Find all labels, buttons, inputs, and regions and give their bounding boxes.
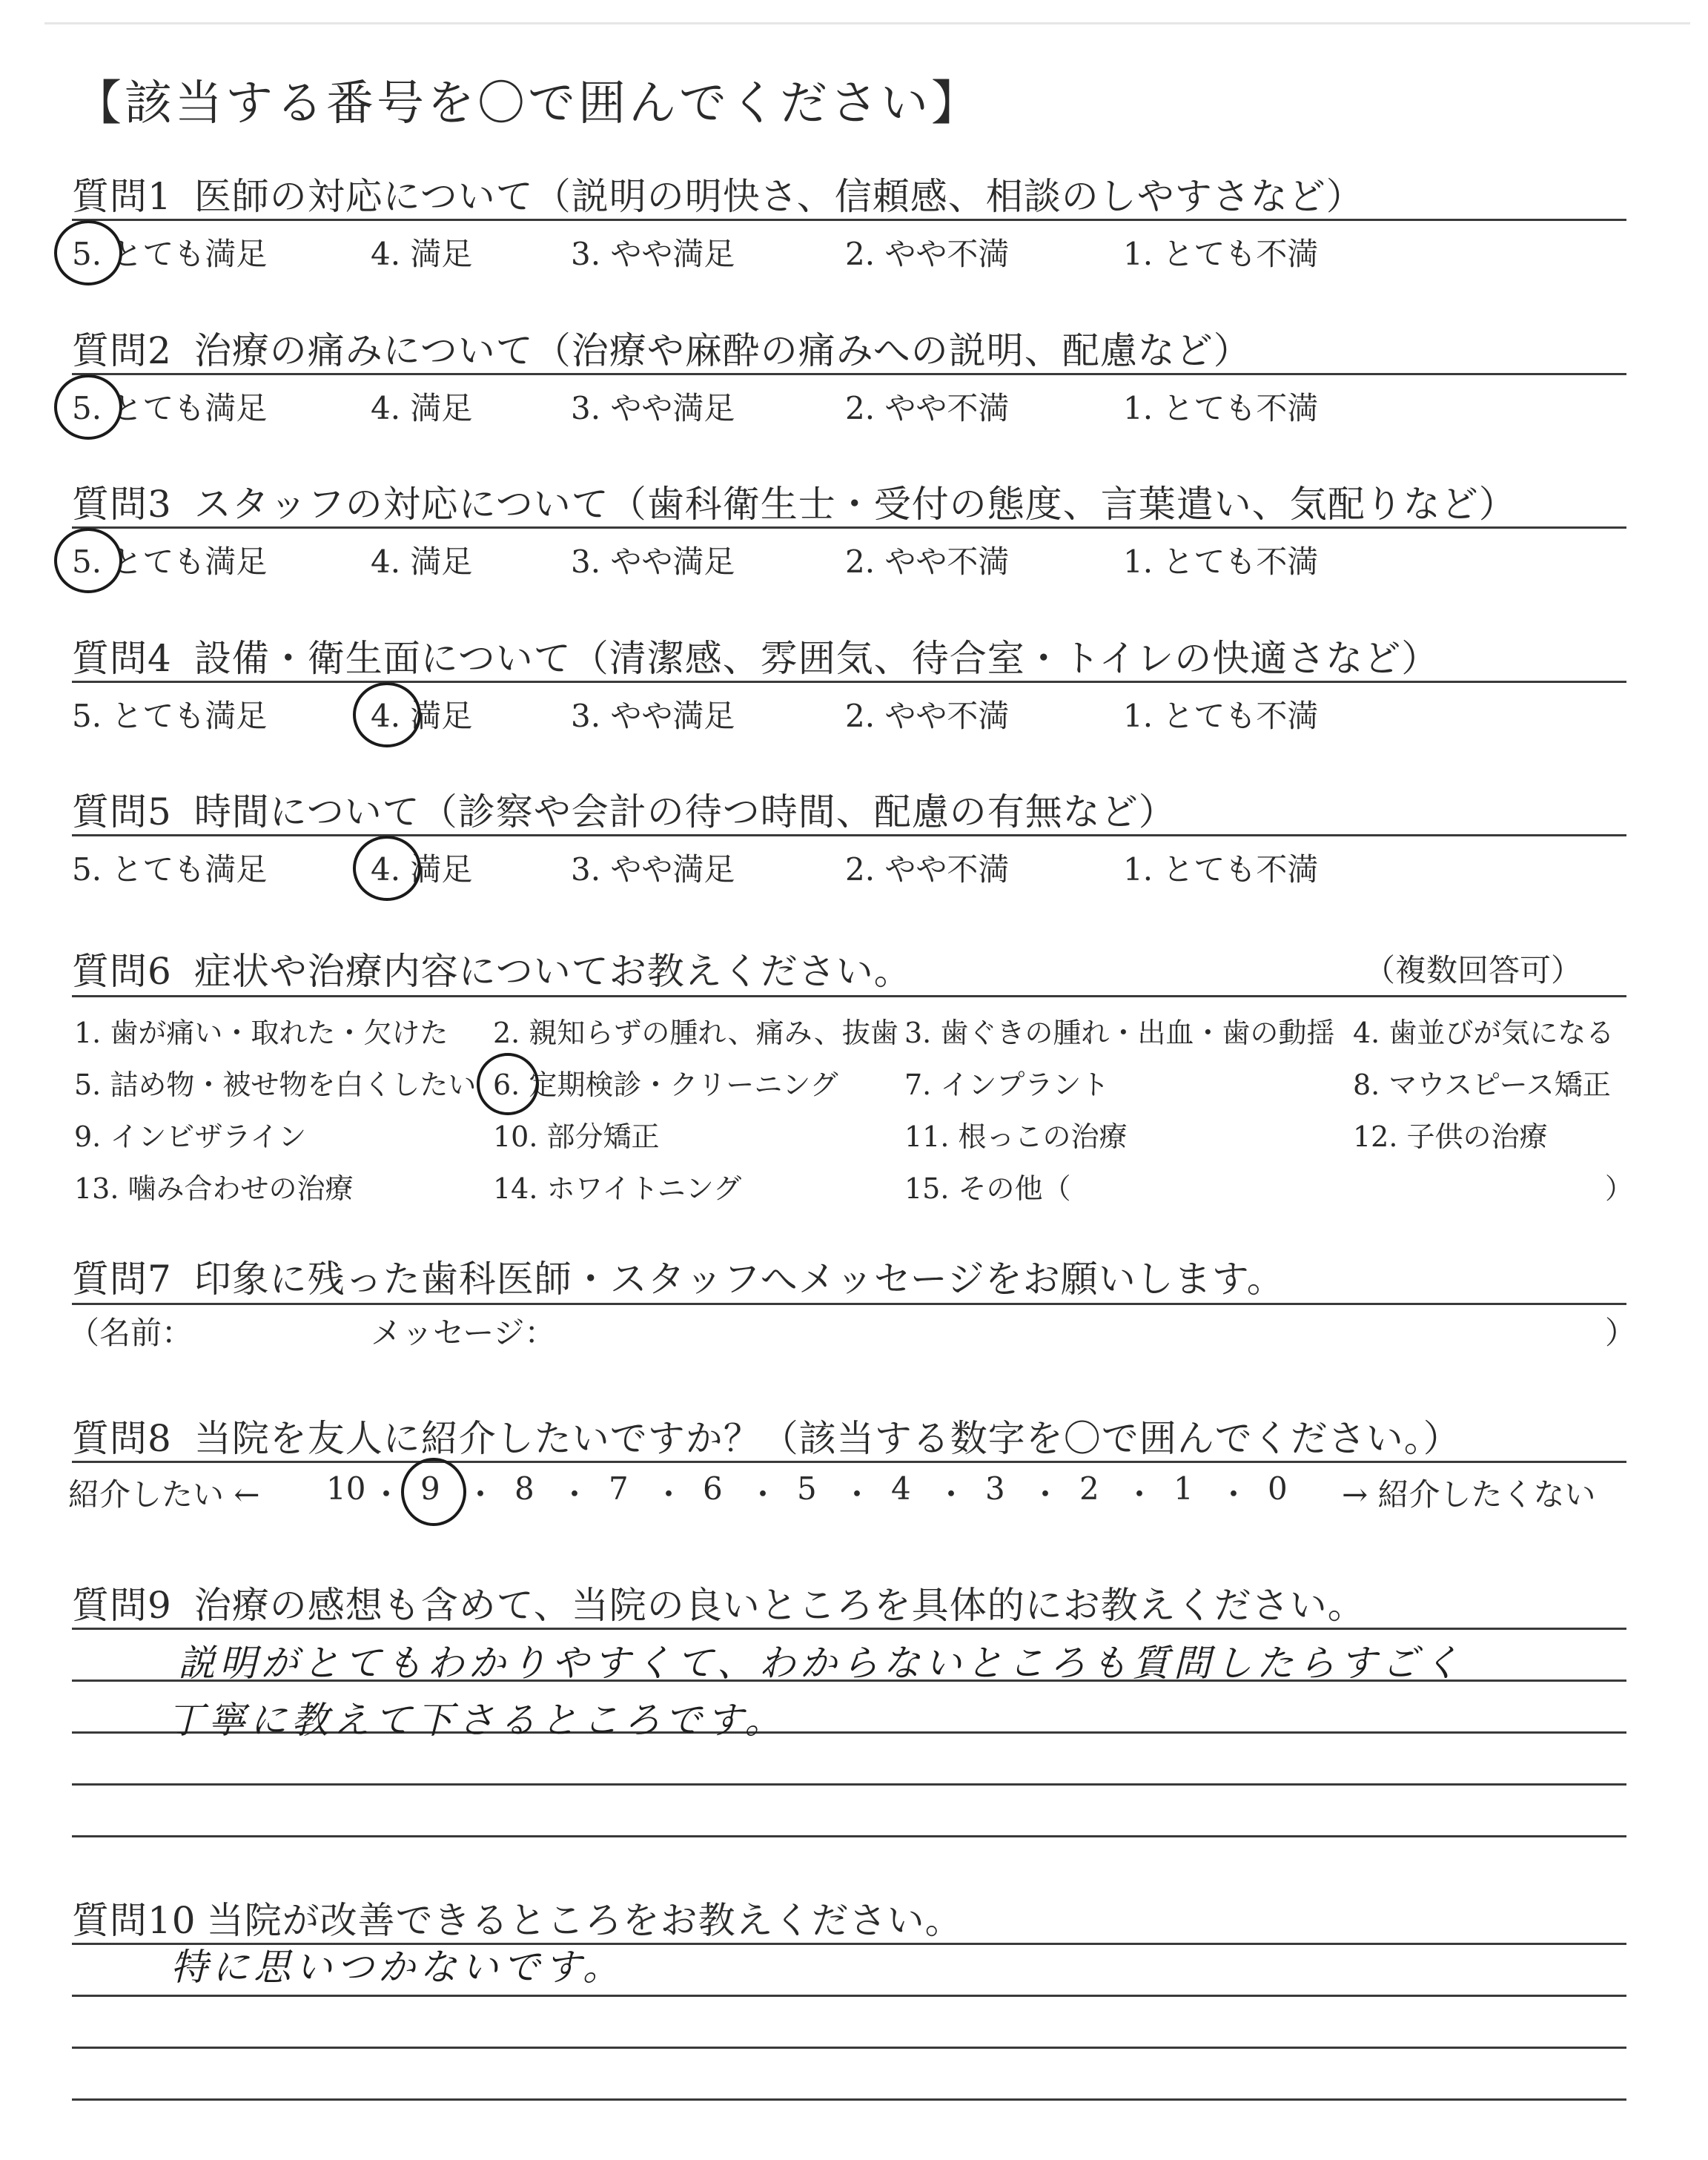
q6-rule — [72, 995, 1626, 997]
q7-close-paren: ） — [1605, 1315, 1637, 1351]
q8-scale-2[interactable]: 2 — [1079, 1470, 1099, 1507]
q6-option-10[interactable]: 10. 部分矯正 — [493, 1120, 660, 1153]
q6-option-5[interactable]: 5. 詰め物・被せ物を白くしたい — [74, 1069, 477, 1101]
q8-separator: ・ — [371, 1476, 403, 1513]
q2-option-5[interactable]: 5. とても満足 — [72, 390, 268, 426]
q6-option-7[interactable]: 7. インプラント — [904, 1069, 1110, 1101]
q2-heading — [72, 321, 1251, 374]
q9-answer-line-2[interactable]: 丁寧に教えて下さるところです。 — [167, 1699, 787, 1742]
q4-option-4[interactable]: 4. 満足 — [371, 698, 473, 734]
q2-rule — [72, 373, 1626, 375]
q8-number: 質問8 — [72, 1417, 172, 1460]
q9-rule-5 — [72, 1835, 1626, 1837]
q8-scale-7[interactable]: 7 — [609, 1470, 629, 1507]
q1-heading — [72, 167, 1364, 220]
q8-scale-4[interactable]: 4 — [891, 1470, 911, 1507]
q6-option-14[interactable]: 14. ホワイトニング — [493, 1172, 742, 1205]
q3-option-4[interactable]: 4. 満足 — [371, 544, 473, 580]
q7-message-label[interactable]: メッセージ： — [371, 1315, 556, 1351]
q10-rule-4 — [72, 2098, 1626, 2101]
q4-heading — [72, 629, 1439, 682]
q8-separator: ・ — [1124, 1476, 1156, 1513]
q8-separator: ・ — [465, 1476, 497, 1513]
q6-option-13[interactable]: 13. 噛み合わせの治療 — [74, 1172, 354, 1205]
q3-option-1[interactable]: 1. とても不満 — [1123, 544, 1319, 580]
q3-heading — [72, 475, 1517, 528]
q8-separator: ・ — [1030, 1476, 1062, 1513]
q6-option-4[interactable]: 4. 歯並びが気になる — [1353, 1017, 1615, 1049]
q10-heading — [72, 1891, 963, 1944]
q1-rule — [72, 219, 1626, 221]
q5-text: 時間について（診察や会計の待つ時間、配慮の有無など） — [193, 790, 1176, 833]
q1-option-1[interactable]: 1. とても不満 — [1123, 236, 1319, 272]
q1-option-2[interactable]: 2. やや不満 — [845, 236, 1010, 272]
q8-separator: ・ — [747, 1476, 779, 1513]
q9-answer-line-1[interactable]: 説明がとてもわかりやすくて、わからないところも質問したらすごく — [178, 1642, 1464, 1685]
q4-option-3[interactable]: 3. やや満足 — [571, 698, 735, 734]
q4-number: 質問4 — [72, 637, 172, 680]
q8-separator: ・ — [841, 1476, 873, 1513]
q5-number: 質問5 — [72, 790, 172, 833]
form-title: 【該当する番号を〇で囲んでください】 — [74, 76, 982, 131]
q5-option-2[interactable]: 2. やや不満 — [845, 851, 1010, 888]
q3-option-3[interactable]: 3. やや満足 — [571, 544, 735, 580]
q2-text: 治療の痛みについて（治療や麻酔の痛みへの説明、配慮など） — [193, 329, 1251, 372]
q8-scale-0[interactable]: 0 — [1268, 1470, 1288, 1507]
q10-answer-line-1[interactable]: 特に思いつかないです。 — [171, 1946, 624, 1989]
q4-option-1[interactable]: 1. とても不満 — [1123, 698, 1319, 734]
q4-selected-circle — [353, 682, 421, 747]
q1-option-3[interactable]: 3. やや満足 — [571, 236, 735, 272]
q10-number: 質問10 — [72, 1899, 196, 1942]
q9-heading — [72, 1576, 1366, 1629]
q6-option-3[interactable]: 3. 歯ぐきの腫れ・出血・歯の動揺 — [904, 1017, 1335, 1049]
q3-selected-circle — [54, 528, 122, 593]
q1-text: 医師の対応について（説明の明快さ、信頼感、相談のしやすさなど） — [193, 175, 1364, 218]
q8-separator: ・ — [1218, 1476, 1250, 1513]
q8-scale-10[interactable]: 10 — [326, 1470, 366, 1507]
q10-rule-2 — [72, 1995, 1626, 1997]
q6-selected-circle — [477, 1053, 539, 1115]
q8-scale-3[interactable]: 3 — [985, 1470, 1005, 1507]
q4-rule — [72, 681, 1626, 683]
q6-other-close-paren: ） — [1605, 1172, 1634, 1205]
q3-option-5[interactable]: 5. とても満足 — [72, 544, 268, 580]
q6-note: （複数回答可） — [1364, 952, 1583, 988]
q6-option-11[interactable]: 11. 根っこの治療 — [904, 1120, 1128, 1153]
q5-selected-circle — [353, 836, 421, 901]
q2-option-4[interactable]: 4. 満足 — [371, 390, 473, 426]
q8-text: 当院を友人に紹介したいですか？（該当する数字を〇で囲んでください。） — [193, 1417, 1461, 1460]
q8-scale-1[interactable]: 1 — [1174, 1470, 1194, 1507]
q8-scale-6[interactable]: 6 — [703, 1470, 723, 1507]
q2-option-2[interactable]: 2. やや不満 — [845, 390, 1010, 426]
q8-selected-circle — [401, 1458, 466, 1526]
q6-option-8[interactable]: 8. マウスピース矯正 — [1353, 1069, 1611, 1101]
q1-selected-circle — [54, 220, 122, 285]
q2-option-3[interactable]: 3. やや満足 — [571, 390, 735, 426]
q4-option-2[interactable]: 2. やや不満 — [845, 698, 1010, 734]
q6-option-15[interactable]: 15. その他（ — [904, 1172, 1071, 1205]
q5-heading — [72, 782, 1176, 836]
q8-heading — [72, 1409, 1461, 1462]
q2-number: 質問2 — [72, 329, 172, 372]
q8-separator: ・ — [559, 1476, 591, 1513]
q6-heading — [72, 942, 912, 995]
q6-option-12[interactable]: 12. 子供の治療 — [1353, 1120, 1548, 1153]
q10-rule-3 — [72, 2047, 1626, 2049]
q7-heading — [72, 1249, 1285, 1303]
page-top-edge — [44, 22, 1690, 24]
q8-scale-8[interactable]: 8 — [514, 1470, 534, 1507]
q7-number: 質問7 — [72, 1258, 172, 1301]
q5-option-1[interactable]: 1. とても不満 — [1123, 851, 1319, 888]
q6-option-6[interactable]: 6. 定期検診・クリーニング — [493, 1069, 838, 1101]
q9-number: 質問9 — [72, 1584, 172, 1627]
q6-option-9[interactable]: 9. インビザライン — [74, 1120, 307, 1153]
q2-selected-circle — [54, 374, 122, 440]
q5-rule — [72, 834, 1626, 836]
q1-option-4[interactable]: 4. 満足 — [371, 236, 473, 272]
q4-option-5[interactable]: 5. とても満足 — [72, 698, 268, 734]
q8-left-label: 紹介したい ← — [68, 1476, 260, 1513]
q8-separator: ・ — [653, 1476, 685, 1513]
q7-name-label[interactable]: （名前： — [68, 1315, 193, 1351]
q8-rule — [72, 1461, 1626, 1463]
q3-rule — [72, 526, 1626, 529]
q6-option-2[interactable]: 2. 親知らずの腫れ、痛み、抜歯 — [493, 1017, 898, 1049]
q5-option-5[interactable]: 5. とても満足 — [72, 851, 268, 888]
q9-text: 治療の感想も含めて、当院の良いところを具体的にお教えください。 — [193, 1584, 1366, 1627]
q8-scale-5[interactable]: 5 — [797, 1470, 817, 1507]
q8-scale-9[interactable]: 9 — [420, 1470, 440, 1507]
q8-right-label: → 紹介したくない — [1342, 1476, 1596, 1513]
q8-separator: ・ — [936, 1476, 967, 1513]
q7-rule — [72, 1303, 1626, 1305]
q1-option-5[interactable]: 5. とても満足 — [72, 236, 268, 272]
q3-text: スタッフの対応について（歯科衛生士・受付の態度、言葉遣い、気配りなど） — [193, 483, 1517, 526]
q10-text: 当院が改善できるところをお教えください。 — [206, 1899, 963, 1942]
q2-option-1[interactable]: 1. とても不満 — [1123, 390, 1319, 426]
q6-text: 症状や治療内容についてお教えください。 — [193, 950, 912, 993]
q3-number: 質問3 — [72, 483, 172, 526]
q7-text: 印象に残った歯科医師・スタッフへメッセージをお願いします。 — [193, 1258, 1285, 1301]
q3-option-2[interactable]: 2. やや不満 — [845, 544, 1010, 580]
q9-rule-4 — [72, 1783, 1626, 1786]
q5-option-4[interactable]: 4. 満足 — [371, 851, 473, 888]
q4-text: 設備・衛生面について（清潔感、雰囲気、待合室・トイレの快適さなど） — [193, 637, 1440, 680]
q5-option-3[interactable]: 3. やや満足 — [571, 851, 735, 888]
q6-option-1[interactable]: 1. 歯が痛い・取れた・欠けた — [74, 1017, 448, 1049]
q1-number: 質問1 — [72, 175, 172, 218]
q6-number: 質問6 — [72, 950, 172, 993]
q9-rule-1 — [72, 1628, 1626, 1630]
